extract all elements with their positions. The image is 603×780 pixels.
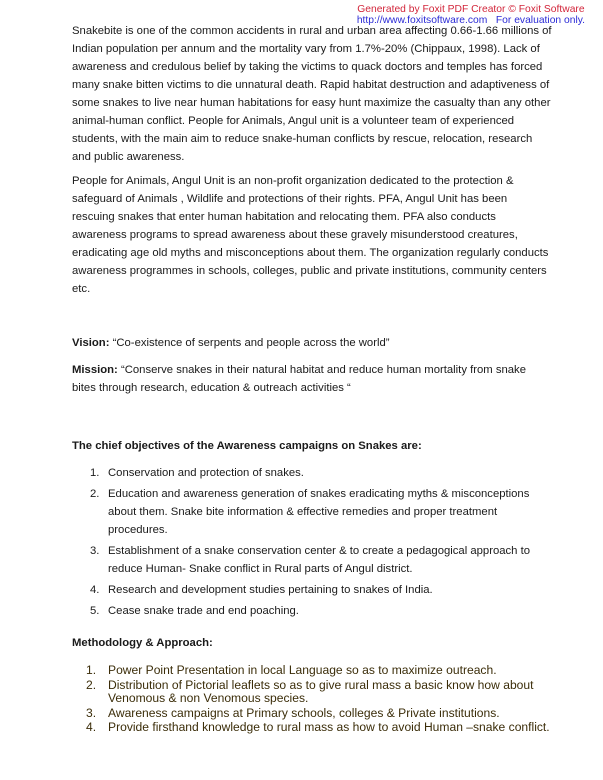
methodology-heading: Methodology & Approach:	[72, 637, 213, 649]
objective-item	[72, 485, 552, 539]
document-page	[72, 22, 552, 736]
objective-item	[72, 602, 552, 620]
methodology-text: Power Point Presentation in local Language so as to maximize outreach.	[108, 663, 497, 677]
methodology-item	[72, 664, 552, 678]
watermark-link[interactable]: http://www.foxitsoftware.com	[356, 15, 488, 26]
watermark-generated-line: Generated by Foxit PDF Creator © Foxit Software	[357, 4, 585, 15]
objective-number: 1.	[90, 467, 100, 479]
objective-text: Education and awareness generation of snakes eradicating myths & misconceptions about them. Snake bite information & effective remedies and proper treatment procedures.	[108, 488, 530, 536]
methodology-number: 1.	[86, 663, 97, 677]
methodology-list	[72, 664, 552, 735]
methodology-item	[72, 679, 552, 706]
objective-text: Cease snake trade and end poaching.	[108, 605, 299, 617]
mission-statement	[72, 361, 552, 397]
methodology-text: Awareness campaigns at Primary schools, colleges & Private institutions.	[108, 705, 500, 720]
methodology-text: Provide firsthand knowledge to rural mass as how to avoid Human –snake conflict.	[108, 720, 550, 734]
objective-number: 3.	[90, 545, 100, 557]
vision-label: Vision:	[72, 337, 110, 349]
objectives-heading: The chief objectives of the Awareness campaigns on Snakes are:	[72, 440, 422, 452]
objective-item	[72, 464, 552, 482]
intro-paragraph-2: People for Animals, Angul Unit is an non-profit organization dedicated to the protection & safeguard of Animals , Wildlife and protections of their rights. PFA, Angul Unit has been rescuing snakes that enter human habitation and relocating them. PFA also conducts awareness programs to spread awareness about these gravely misunderstood creatures, eradicating age old myths and misconceptions about them. The organization regularly conducts awareness programmes in schools, colleges, public and private institutions, community centers etc.	[72, 175, 549, 295]
methodology-number: 2.	[86, 677, 97, 692]
objective-text: Establishment of a snake conservation center & to create a pedagogical approach to reduce Human- Snake conflict in Rural parts of Angul district.	[108, 545, 531, 575]
mission-text: “Conserve snakes in their natural habitat and reduce human mortality from snake bites through research, education & outreach activities “	[72, 364, 526, 394]
objective-number: 5.	[90, 605, 100, 617]
methodology-number: 4.	[86, 720, 97, 734]
objectives-list	[72, 464, 552, 620]
objective-item	[72, 542, 552, 578]
intro-paragraph-1: Snakebite is one of the common accidents in rural and urban area affecting 0.66-1.66 millions of Indian population per annum and the mortality vary from 1.7%-20% (Chippaux, 1998). Lack of awareness and credulous belief by taking the victims to quack doctors and temples has forced many snake bitten victims to die unnatural death. Rapid habitat destruction and adaptiveness of some snakes to live near human habitations for easy hunt maximize the casualty than any other animal-human conflict. People for Animals, Angul unit is a volunteer team of experienced students, with the main aim to reduce snake-human conflicts by rescue, relocation, research and public awareness.	[72, 25, 552, 163]
objective-number: 4.	[90, 584, 100, 596]
mission-label: Mission:	[72, 364, 118, 376]
methodology-item	[72, 721, 552, 735]
methodology-item	[72, 707, 552, 721]
objective-text: Research and development studies pertaining to snakes of India.	[108, 584, 433, 596]
methodology-text: Distribution of Pictorial leaflets so as to give rural mass a basic know how about Venomous & non Venomous species.	[108, 677, 534, 705]
watermark-eval-note: For evaluation only.	[495, 15, 585, 26]
methodology-number: 3.	[86, 705, 97, 720]
objective-item	[72, 581, 552, 599]
objective-text: Conservation and protection of snakes.	[108, 467, 304, 479]
vision-statement	[72, 334, 552, 352]
objective-number: 2.	[90, 488, 100, 500]
vision-text: “Co-existence of serpents and people across the world”	[109, 337, 390, 349]
